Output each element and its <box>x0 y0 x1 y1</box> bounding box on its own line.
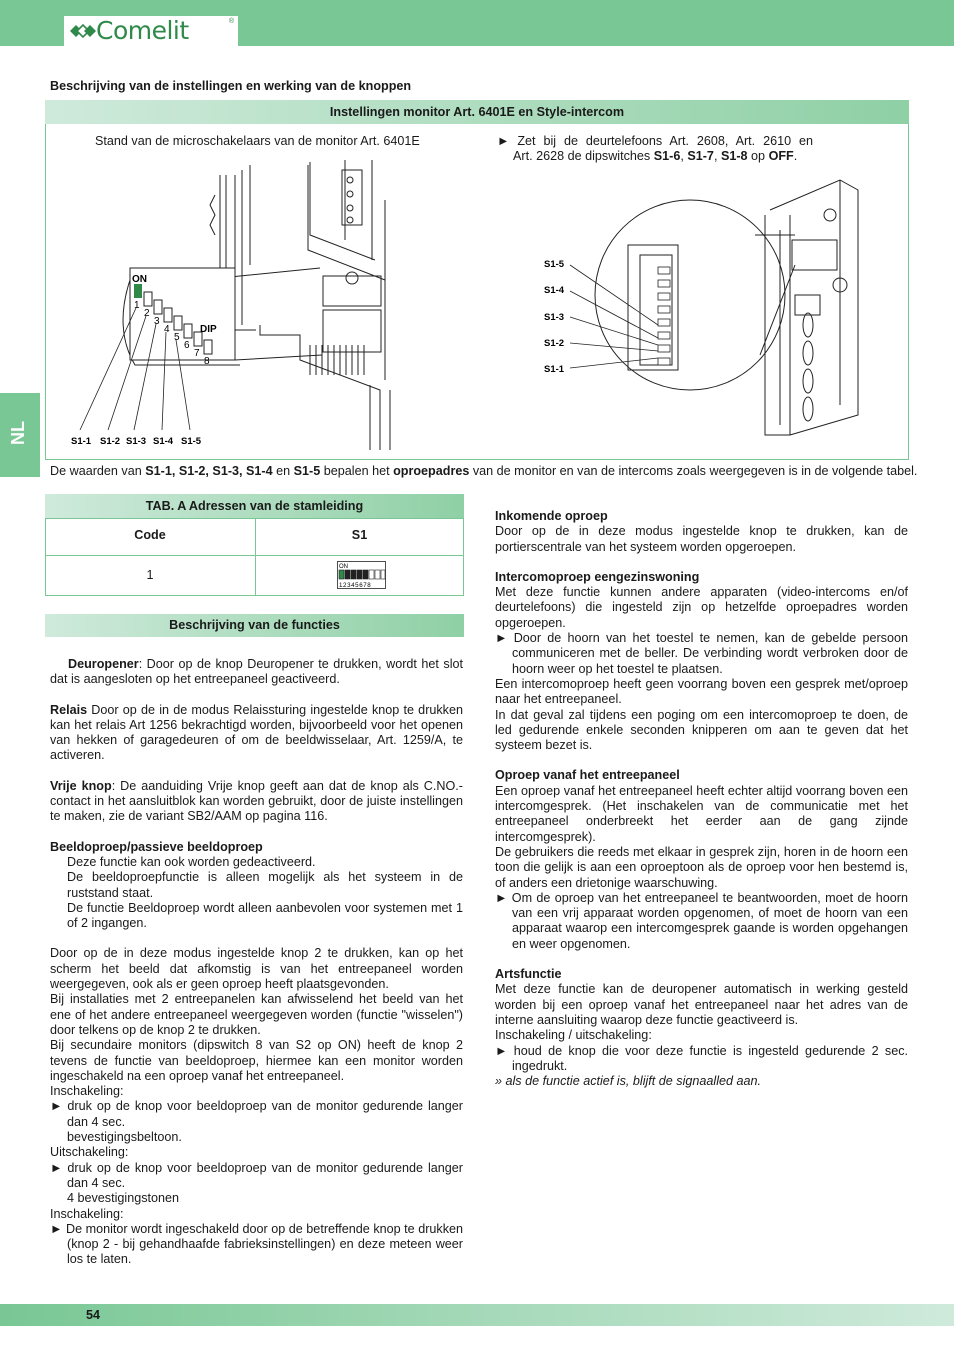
intercomoproep-heading: Intercomoproep eengezinswoning <box>495 569 700 584</box>
table-a-cell-code: 1 <box>146 568 154 582</box>
right-label-s1-1: S1-1 <box>544 364 565 375</box>
left-diagram-caption: Stand van de microschakelaars van de monitor Art. 6401E <box>95 134 420 148</box>
left-label-s1-2: S1-2 <box>100 436 121 447</box>
dip-num-5: 5 <box>174 332 180 343</box>
table-a-title: TAB. A Adressen van de stamleiding <box>45 494 464 518</box>
brand-logo <box>64 16 238 46</box>
entreepaneel-paragraph-2: De gebruikers die reeds met elkaar in gesprek zijn, horen in de hoorn een toon die gelijk is aan een oproeptoon als de oproep voor hen bestemd is, of anders een drietonige waarschuwing. <box>495 844 908 890</box>
beeldoproep-line-3: De functie Beeldoproep wordt alleen aanbevolen voor systemen met 1 of 2 ingangen. <box>67 900 463 931</box>
dip-dip-label: DIP <box>200 324 217 335</box>
table-a-dip-numbers: 12345678 <box>339 582 372 589</box>
right-label-s1-5: S1-5 <box>544 259 565 270</box>
artsfunctie-heading: Artsfunctie <box>495 967 562 982</box>
left-label-s1-1: S1-1 <box>71 436 92 447</box>
intercomoproep-bullet: ► Door de hoorn van het toestel te nemen, kan de gebelde persoon communiceren met de beller. De verbinding wordt verbroken door de hoorn weer op het toestel te plaatsen. <box>495 631 908 676</box>
artsfunctie-text: Met deze functie kan de deuropener automatisch in werking gesteld worden bij een oproep vanaf het entreepaneel naar het adres van de interne aansluiting waarop deze functie geactiveerd is. <box>495 982 908 1027</box>
settings-frame-title: Instellingen monitor Art. 6401E en Style-intercom <box>45 100 909 124</box>
dip-num-2: 2 <box>144 308 150 319</box>
uitschakeling-bullet: ► druk op de knop voor beeldoproep van de monitor gedurende langer dan 4 sec. <box>50 1160 463 1190</box>
beeldoproep-paragraph-3: Bij secundaire monitors (dipswitch 8 van S2 op ON) heeft de knop 2 tevens de functie van beeldoproep, hiermee kan een monitor worden ingeschakeld na een oproep vanaf het entreepaneel. <box>50 1038 463 1083</box>
right-label-s1-4: S1-4 <box>544 285 565 296</box>
dip-num-3: 3 <box>154 316 160 327</box>
right-caption-line-1: ► Zet bij de deurtelefoons Art. 2608, Art. 2610 en <box>497 134 813 148</box>
dip-num-8: 8 <box>204 356 210 367</box>
functions-heading: Beschrijving van de functies <box>45 614 464 637</box>
uitschakeling-note: 4 bevestigingstonen <box>67 1191 180 1206</box>
section-heading: Beschrijving van de instellingen en werking van de knoppen <box>50 79 412 93</box>
table-a-header-s1: S1 <box>351 528 368 542</box>
right-diagram-caption <box>497 134 813 165</box>
entreepaneel-text: Een oproep vanaf het entreepaneel heeft echter altijd voorrang boven een intercomgesprek. (Het inschakelen van de communicatie met het entreepaneel onderbreekt het eerder aan de gang zijnde intercomgesprek). <box>495 783 908 844</box>
brand-name: Comelit <box>96 16 189 45</box>
brand-registered: ® <box>228 18 234 25</box>
inschakeling-bullet-1: ► druk op de knop voor beeldoproep van de monitor gedurende langer dan 4 sec. <box>50 1099 463 1129</box>
inschakeling-label-1: Inschakeling: <box>50 1084 124 1099</box>
uitschakeling-label: Uitschakeling: <box>50 1145 129 1160</box>
left-column <box>50 657 463 1268</box>
dip-num-1: 1 <box>134 300 140 311</box>
table-a-header-code: Code <box>134 528 166 542</box>
monitor-dipswitch-diagram <box>60 160 400 450</box>
intercomoproep-text: Met deze functie kunnen andere apparaten (video-intercoms en/of deurtelefoons) die ingesteld zijn op hetzelfde oproepadres worden opgeroepen. <box>495 585 908 630</box>
artsfunctie-bullet: ► houd de knop die voor deze functie is ingesteld gedurende 2 sec. ingedrukt. <box>495 1043 908 1073</box>
artsfunctie-paragraph-2: Inschakeling / uitschakeling: <box>495 1028 652 1043</box>
entreepaneel-heading: Oproep vanaf het entreepaneel <box>495 768 680 783</box>
right-caption-line-2: Art. 2628 de dipswitches S1-6, S1-7, S1-8 op OFF. <box>513 149 798 164</box>
footer-bar <box>0 1304 954 1326</box>
inschakeling-bullet-2: ► De monitor wordt ingeschakeld door op de betreffende knop te drukken (knop 2 - bij gehandhaafde fabrieksinstellingen) en deze meteen weer los te laten. <box>50 1221 463 1267</box>
dip-num-6: 6 <box>184 340 190 351</box>
inschakeling-note-1: bevestigingsbeltoon. <box>67 1130 182 1145</box>
right-label-s1-3: S1-3 <box>544 312 565 323</box>
language-tab <box>0 393 40 477</box>
dip-on-label: ON <box>132 274 147 285</box>
left-label-s1-3: S1-3 <box>126 436 147 447</box>
intercomoproep-paragraph-2: Een intercomoproep heeft geen voorrang boven een gesprek met/oproep naar het entreepaneel. <box>495 676 908 707</box>
artsfunctie-note: » als de functie actief is, blijft de signaalled aan. <box>495 1074 762 1089</box>
intercom-dipswitch-diagram <box>540 175 870 445</box>
table-a-dip-on: ON <box>339 564 348 570</box>
right-label-s1-2: S1-2 <box>544 338 565 349</box>
page-number: 54 <box>86 1308 101 1322</box>
relais-paragraph: Relais Door op de in de modus Relaissturing ingestelde knop te drukken kan het relais Art 1256 bekrachtigd worden, bijvoorbeeld voor het openen van hekken of garagedeuren of om de beeldwisselaar, Art. 1259/A, te activeren. <box>50 702 463 763</box>
beeldoproep-paragraph-2: Bij installaties met 2 entreepanelen kan afwisselend het beeld van het ene of het andere entreepaneel weergegeven worden (functie "wisselen") door telkens op de knop 2 te drukken. <box>50 992 463 1037</box>
dip-num-7: 7 <box>194 348 200 359</box>
intercomoproep-paragraph-3: In dat geval zal tijdens een poging om een intercomoproep te doen, de led gedurende enkele seconden knipperen om aan te geven dat het systeem bezet is. <box>495 707 908 753</box>
table-a-dip-setting <box>337 561 386 589</box>
inkomende-oproep-heading: Inkomende oproep <box>495 509 608 523</box>
beeldoproep-heading: Beeldoproep/passieve beeldoproep <box>50 839 263 854</box>
deuropener-paragraph: Deuropener: Door op de knop Deuropener te drukken, wordt het slot dat is aangesloten op het entreepaneel geactiveerd. <box>50 657 463 687</box>
left-label-s1-4: S1-4 <box>153 436 174 447</box>
left-label-s1-5: S1-5 <box>181 436 202 447</box>
beeldoproep-line-2: De beeldoproepfunctie is alleen mogelijk als het systeem in de ruststand staat. <box>67 870 463 900</box>
inschakeling-label-2: Inschakeling: <box>50 1206 124 1221</box>
right-column <box>495 509 908 1089</box>
dip-num-4: 4 <box>164 324 170 335</box>
address-values-sentence: De waarden van S1-1, S1-2, S1-3, S1-4 en S1-5 bepalen het oproepadres van de monitor en van de intercoms zoals weergegeven is in de volgende tabel. <box>50 464 918 478</box>
entreepaneel-bullet: ► Om de oproep van het entreepaneel te beantwoorden, moet de hoorn van een vrij apparaat worden opgenomen, of moet de hoorn van een apparaat waarop een intercomgesprek gaande is worden opgehangen en weer opgenomen. <box>495 890 908 951</box>
beeldoproep-line-1: Deze functie kan ook worden gedeactiveerd. <box>67 854 316 869</box>
comelit-logo-icon <box>68 22 96 40</box>
beeldoproep-paragraph-1: Door op de in deze modus ingestelde knop 2 te drukken, kan op het scherm het beeld dat afkomstig is van het entreepaneel worden weergegeven, ook als er geen oproep heeft plaatsgevonden. <box>50 946 463 992</box>
language-tab-label: NL <box>8 421 28 445</box>
vrije-knop-paragraph: Vrije knop: De aanduiding Vrije knop geeft aan dat de knop als C.NO.-contact in het aansluitblok kan worden gebruikt, door de juiste instellingen te maken, zie de variant SB2/AAM op pagina 116. <box>50 778 463 824</box>
inkomende-oproep-text: Door op de in deze modus ingestelde knop te drukken, kan de portierscentrale van het systeem worden opgeroepen. <box>495 524 908 554</box>
